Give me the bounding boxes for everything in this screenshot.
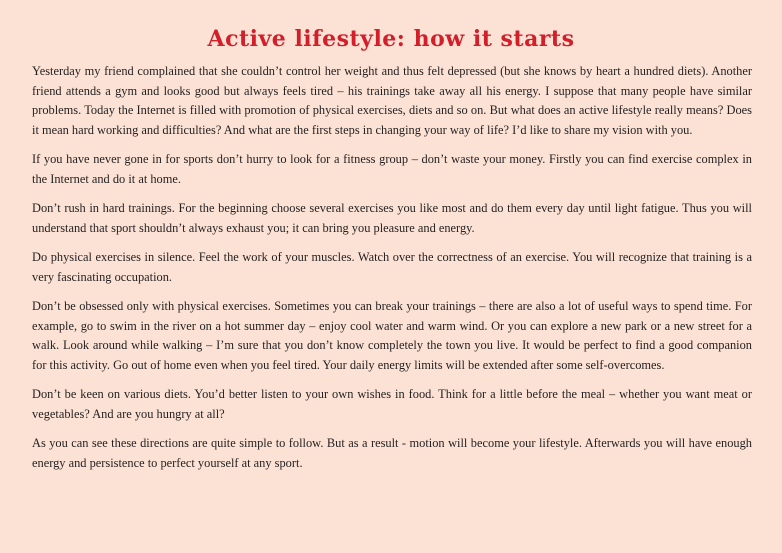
paragraph-fitness-group: If you have never gone in for sports don’t hurry to look for a fitness group – don’t waste your money. Firstly you can find exercise complex in the Internet and do it at home. xyxy=(32,152,752,186)
paragraph-diets: Don’t be keen on various diets. You’d better listen to your own wishes in food. Think for a little before the meal – whether you want meat or vegetables? And are you hungry at all? xyxy=(32,387,752,421)
article-title: Active lifestyle: how it starts xyxy=(207,26,575,52)
article-body xyxy=(32,62,752,483)
paragraph-silence: Do physical exercises in silence. Feel the work of your muscles. Watch over the correctness of an exercise. You will recognize that training is a very fascinating occupation. xyxy=(32,250,752,284)
paragraph-intro: Yesterday my friend complained that she couldn’t control her weight and thus felt depressed (but she knows by heart a hundred diets). Another friend attends a gym and looks good but always feels tired – his trainings take away all his energy. I suppose that many people have similar problems. Today the Internet is filled with promotion of physical exercises, diets and so on. But what does an active lifestyle really means? Does it mean hard working and difficulties? And what are the first steps in changing your way of life? I’d like to share my vision with you. xyxy=(32,64,752,137)
paragraph-not-obsessed: Don’t be obsessed only with physical exercises. Sometimes you can break your trainings – there are also a lot of useful ways to spend time. For example, go to swim in the river on a hot summer day – enjoy cool water and warm wind. Or you can explore a new park or a new street for a walk. Look around while walking – I’m sure that you don’t know completely the town you live. It would be perfect to find a good companion for this activity. Go out of home even when you feel tired. Your daily energy limits will be extended after some self-overcomes. xyxy=(32,299,752,372)
paragraph-conclusion: As you can see these directions are quite simple to follow. But as a result - motion will become your lifestyle. Afterwards you will have enough energy and persistence to perfect yourself at any sport. xyxy=(32,436,752,470)
paragraph-hard-trainings: Don’t rush in hard trainings. For the beginning choose several exercises you like most and do them every day until light fatigue. Thus you will understand that sport shouldn’t always exhaust you; it can bring you pleasure and energy. xyxy=(32,201,752,235)
